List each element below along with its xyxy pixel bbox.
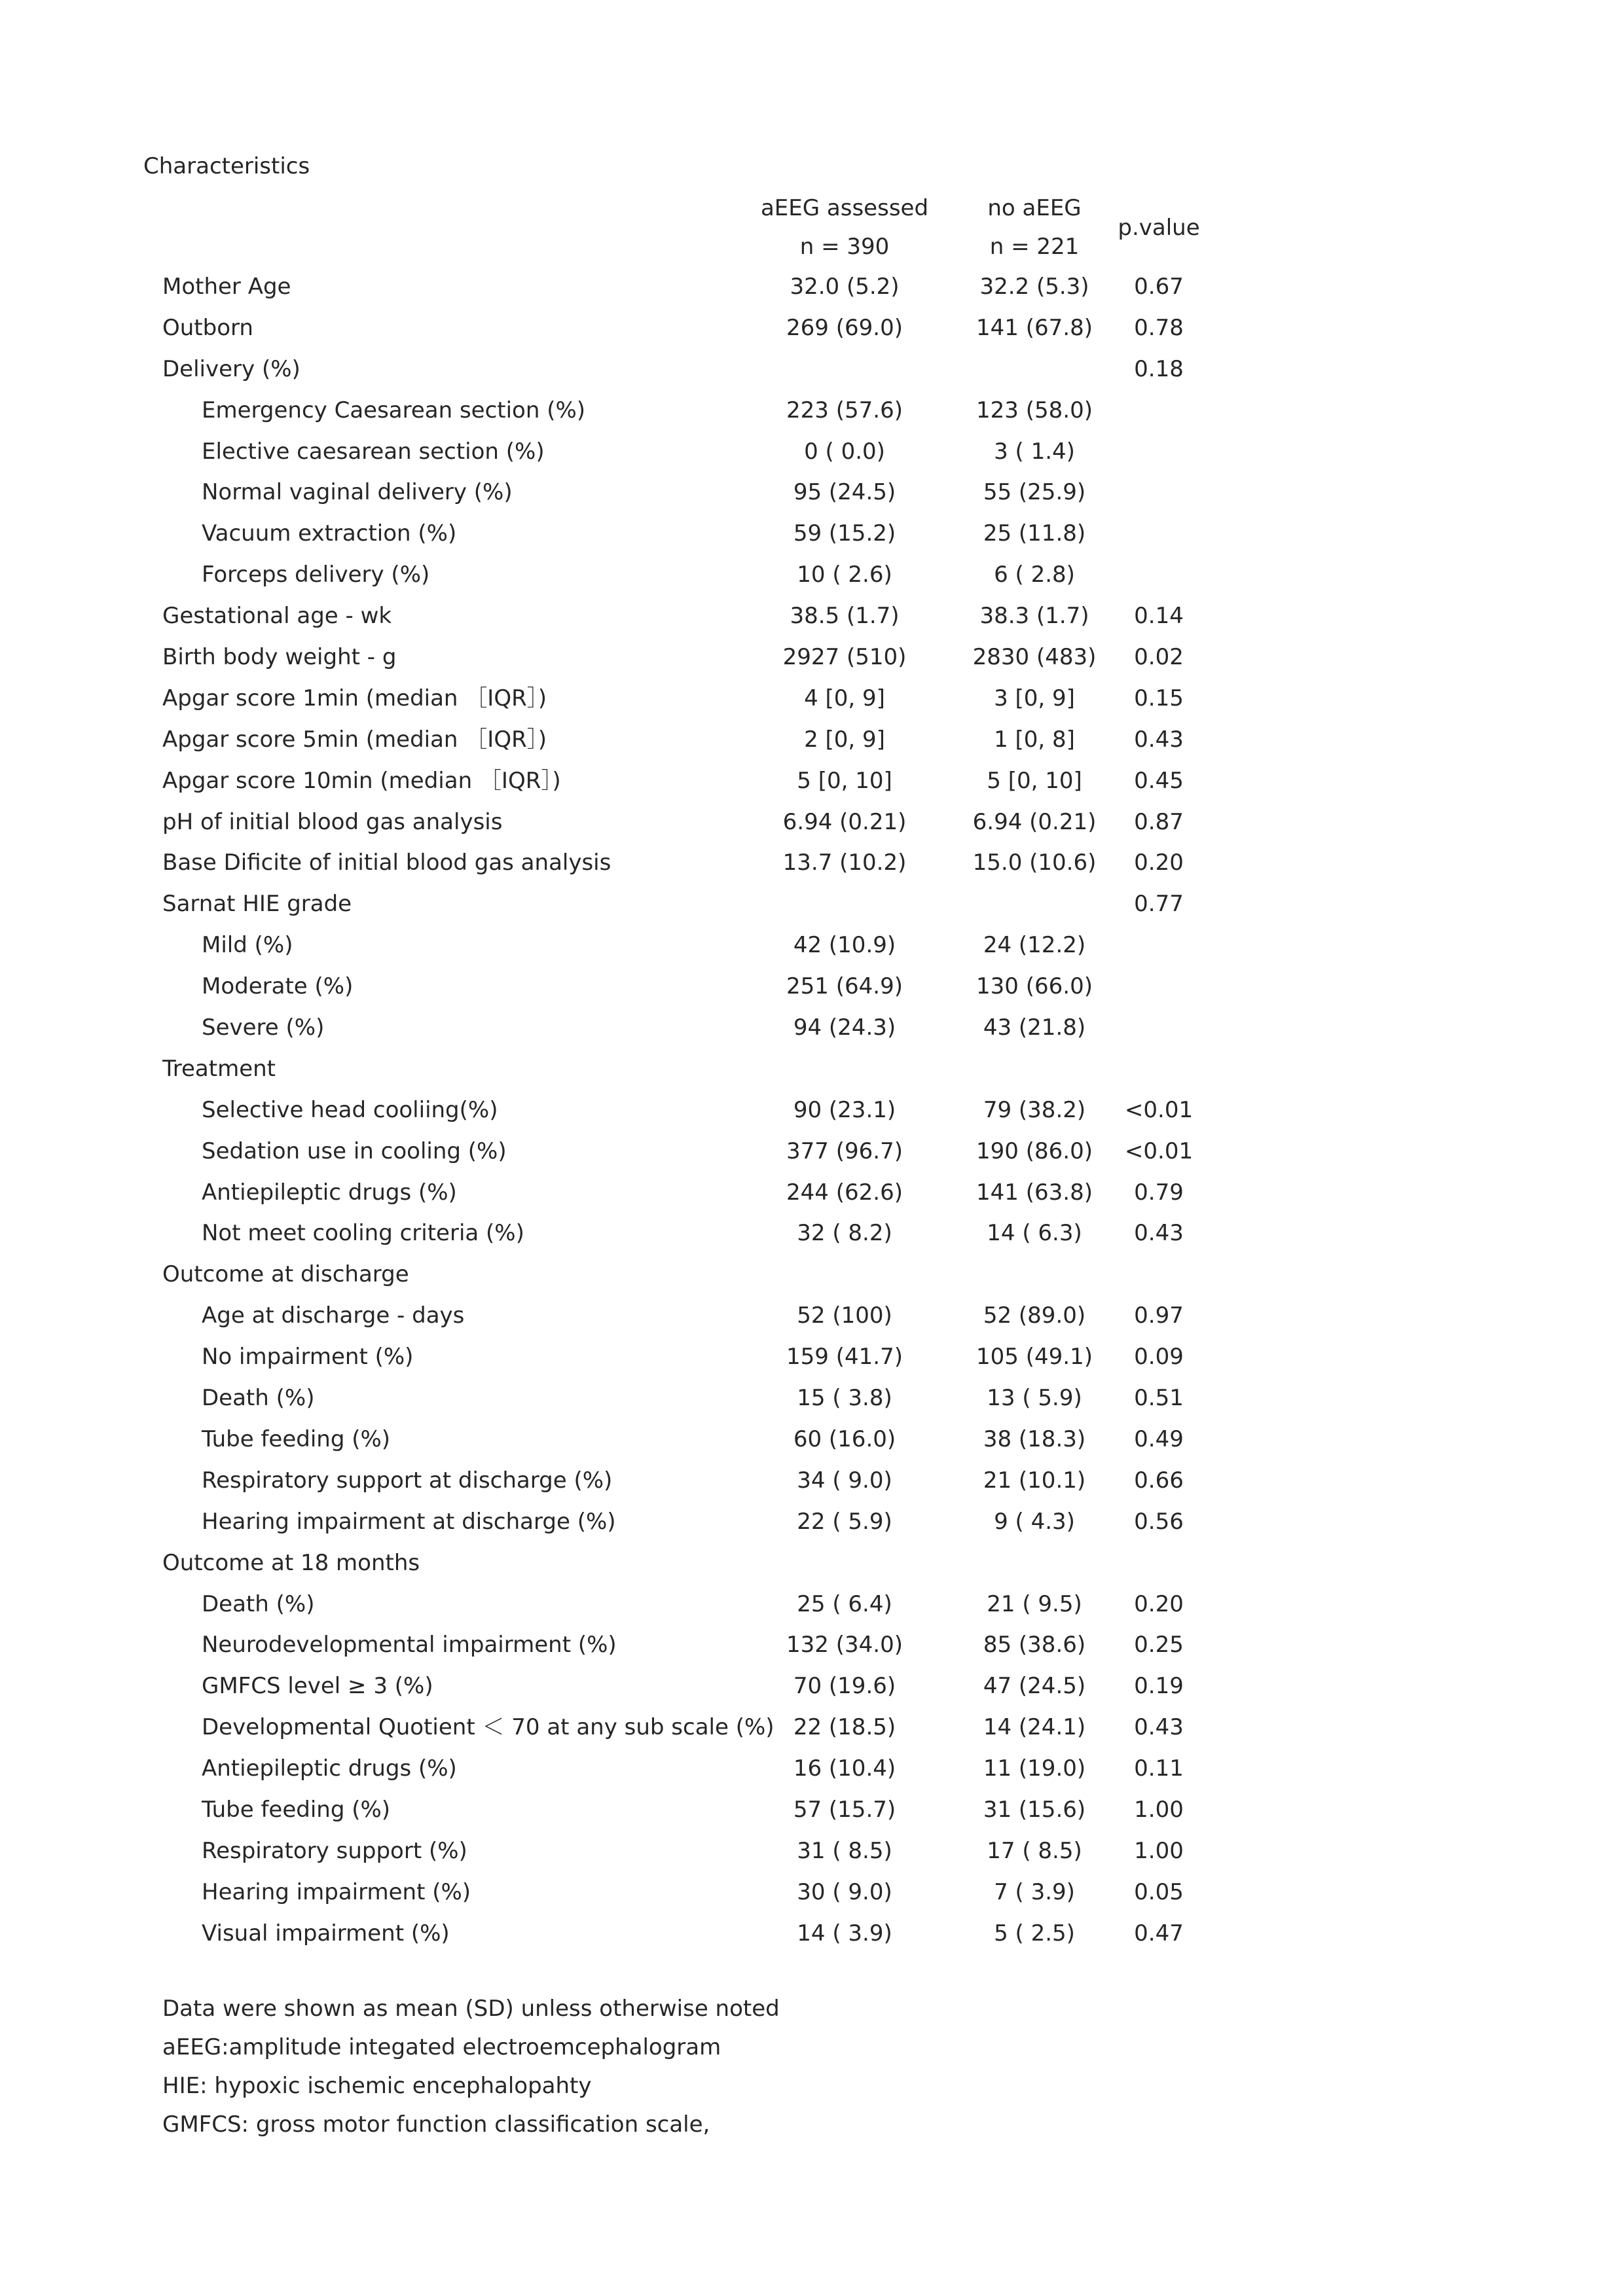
table-row <box>0 396 1623 437</box>
no-aeeg-value: 21 ( 9.5) <box>987 1590 1082 1617</box>
p-value: 0.49 <box>1134 1426 1184 1452</box>
no-aeeg-value: 79 (38.2) <box>983 1096 1086 1123</box>
aeeg-value: 13.7 (10.2) <box>782 850 907 876</box>
aeeg-value: 31 ( 8.5) <box>797 1837 892 1864</box>
row-label: Developmental Quotient ＜ 70 at any sub scale (%) <box>202 1714 775 1741</box>
p-value: 0.20 <box>1134 1590 1184 1617</box>
footnote: Data were shown as mean (SD) unless otherwise noted <box>162 1996 780 2022</box>
table-row <box>0 437 1623 478</box>
aeeg-value: 22 (18.5) <box>793 1714 896 1741</box>
no-aeeg-value: 7 ( 3.9) <box>994 1878 1075 1905</box>
p-value: 0.78 <box>1134 314 1184 341</box>
row-label: Moderate (%) <box>202 973 354 1000</box>
no-aeeg-value: 52 (89.0) <box>983 1302 1086 1329</box>
aeeg-value: 2927 (510) <box>782 644 907 671</box>
row-label: Hearing impairment at discharge (%) <box>202 1508 616 1535</box>
p-value: 0.43 <box>1134 726 1184 753</box>
row-label: Respiratory support at discharge (%) <box>202 1467 613 1494</box>
no-aeeg-value: 123 (58.0) <box>976 397 1093 423</box>
no-aeeg-value: 1 [0, 8] <box>994 726 1075 753</box>
aeeg-value: 59 (15.2) <box>793 520 896 547</box>
aeeg-value: 223 (57.6) <box>786 397 903 423</box>
aeeg-value: 244 (62.6) <box>786 1179 903 1206</box>
p-value: 0.25 <box>1134 1632 1184 1659</box>
aeeg-value: 70 (19.6) <box>793 1673 896 1700</box>
p-value: 0.43 <box>1134 1220 1184 1247</box>
table-row <box>0 1754 1623 1795</box>
table-row <box>0 1795 1623 1837</box>
table-row <box>0 1301 1623 1342</box>
p-value: 0.67 <box>1134 274 1184 300</box>
table-row <box>0 643 1623 684</box>
no-aeeg-value: 25 (11.8) <box>983 520 1086 547</box>
no-aeeg-value: 5 ( 2.5) <box>994 1920 1075 1946</box>
no-aeeg-value: 43 (21.8) <box>983 1014 1086 1041</box>
table-row <box>0 1837 1623 1878</box>
table-row <box>0 560 1623 601</box>
table-row <box>0 272 1623 314</box>
row-label: Gestational age - wk <box>162 603 392 630</box>
table-row <box>0 1672 1623 1713</box>
row-label: Emergency Caesarean section (%) <box>202 397 586 423</box>
row-label: Vacuum extraction (%) <box>202 520 457 547</box>
table-row <box>0 1425 1623 1466</box>
row-label: Outborn <box>162 314 253 341</box>
no-aeeg-value: 85 (38.6) <box>983 1632 1086 1659</box>
row-label: Outcome at discharge <box>162 1261 409 1288</box>
row-label: Tube feeding (%) <box>202 1796 391 1823</box>
no-aeeg-value: 2830 (483) <box>972 644 1097 671</box>
aeeg-value: 377 (96.7) <box>786 1138 903 1164</box>
no-aeeg-value: 6.94 (0.21) <box>972 808 1097 835</box>
p-value: 0.97 <box>1134 1302 1184 1329</box>
p-value: <0.01 <box>1124 1096 1194 1123</box>
table-row <box>0 601 1623 643</box>
row-label: Delivery (%) <box>162 355 301 382</box>
table-row <box>0 1096 1623 1137</box>
row-label: GMFCS level ≥ 3 (%) <box>202 1673 433 1700</box>
table-row <box>0 931 1623 972</box>
aeeg-value: 25 ( 6.4) <box>797 1590 892 1617</box>
table-row <box>0 1713 1623 1754</box>
table-row <box>0 1342 1623 1384</box>
table-row <box>0 1507 1623 1549</box>
no-aeeg-value: 55 (25.9) <box>983 479 1086 506</box>
no-aeeg-value: 5 [0, 10] <box>987 767 1082 794</box>
aeeg-value: 5 [0, 10] <box>797 767 892 794</box>
p-value: 0.02 <box>1134 644 1184 671</box>
row-label: Severe (%) <box>202 1014 325 1041</box>
table-row <box>0 808 1623 849</box>
aeeg-value: 94 (24.3) <box>793 1014 896 1041</box>
table-row <box>0 1384 1623 1425</box>
aeeg-value: 0 ( 0.0) <box>804 438 885 465</box>
row-label: Tube feeding (%) <box>202 1426 391 1452</box>
no-aeeg-value: 15.0 (10.6) <box>972 850 1097 876</box>
row-label: Antiepileptic drugs (%) <box>202 1179 457 1206</box>
aeeg-value: 16 (10.4) <box>793 1755 896 1782</box>
column-header-pvalue: p.value <box>1118 215 1200 241</box>
no-aeeg-value: 21 (10.1) <box>983 1467 1086 1494</box>
row-label: No impairment (%) <box>202 1344 414 1371</box>
p-value: <0.01 <box>1124 1138 1194 1164</box>
no-aeeg-value: 190 (86.0) <box>976 1138 1093 1164</box>
aeeg-value: 95 (24.5) <box>793 479 896 506</box>
row-label: Mild (%) <box>202 932 293 959</box>
table-row <box>0 766 1623 808</box>
row-label: Death (%) <box>202 1385 315 1412</box>
table-row <box>0 519 1623 560</box>
row-label: Respiratory support (%) <box>202 1837 467 1864</box>
row-label: pH of initial blood gas analysis <box>162 808 503 835</box>
column-header-aeeg: aEEG assessed <box>760 195 929 221</box>
p-value: 1.00 <box>1134 1837 1184 1864</box>
row-label: Apgar score 5min (median ［IQR］) <box>162 726 547 753</box>
no-aeeg-value: 130 (66.0) <box>976 973 1093 1000</box>
aeeg-value: 14 ( 3.9) <box>797 1920 892 1946</box>
table-row <box>0 684 1623 725</box>
no-aeeg-value: 141 (63.8) <box>976 1179 1093 1206</box>
no-aeeg-value: 6 ( 2.8) <box>994 562 1075 588</box>
row-label: Neurodevelopmental impairment (%) <box>202 1632 617 1659</box>
no-aeeg-value: 105 (49.1) <box>976 1344 1093 1371</box>
no-aeeg-value: 38.3 (1.7) <box>979 603 1089 630</box>
p-value: 0.56 <box>1134 1508 1184 1535</box>
no-aeeg-value: 3 [0, 9] <box>994 685 1075 711</box>
p-value: 1.00 <box>1134 1796 1184 1823</box>
row-label: Mother Age <box>162 274 291 300</box>
row-label: Apgar score 1min (median ［IQR］) <box>162 685 547 711</box>
row-label: Forceps delivery (%) <box>202 562 430 588</box>
aeeg-value: 34 ( 9.0) <box>797 1467 892 1494</box>
p-value: 0.09 <box>1134 1344 1184 1371</box>
table-row <box>0 1054 1623 1096</box>
aeeg-value: 22 ( 5.9) <box>797 1508 892 1535</box>
aeeg-value: 32 ( 8.2) <box>797 1220 892 1247</box>
table-row <box>0 355 1623 396</box>
p-value: 0.18 <box>1134 355 1184 382</box>
aeeg-value: 57 (15.7) <box>793 1796 896 1823</box>
p-value: 0.14 <box>1134 603 1184 630</box>
table-row <box>0 725 1623 766</box>
table-row <box>0 889 1623 931</box>
footnote: GMFCS: gross motor function classification scale, <box>162 2111 710 2138</box>
row-label: Base Dificite of initial blood gas analysis <box>162 850 611 876</box>
aeeg-value: 15 ( 3.8) <box>797 1385 892 1412</box>
no-aeeg-value: 24 (12.2) <box>983 932 1086 959</box>
p-value: 0.45 <box>1134 767 1184 794</box>
p-value: 0.15 <box>1134 685 1184 711</box>
row-label: Antiepileptic drugs (%) <box>202 1755 457 1782</box>
no-aeeg-value: 32.2 (5.3) <box>979 274 1089 300</box>
no-aeeg-value: 14 ( 6.3) <box>987 1220 1082 1247</box>
p-value: 0.66 <box>1134 1467 1184 1494</box>
table-row <box>0 1013 1623 1054</box>
no-aeeg-value: 9 ( 4.3) <box>994 1508 1075 1535</box>
aeeg-value: 42 (10.9) <box>793 932 896 959</box>
column-count-aeeg: n = 390 <box>799 234 890 260</box>
p-value: 0.19 <box>1134 1673 1184 1700</box>
p-value: 0.20 <box>1134 850 1184 876</box>
footnote: aEEG:amplitude integated electroemcephalogram <box>162 2034 721 2060</box>
footnote: HIE: hypoxic ischemic encephalopahty <box>162 2073 592 2099</box>
aeeg-value: 4 [0, 9] <box>804 685 885 711</box>
row-label: Sedation use in cooling (%) <box>202 1138 507 1164</box>
table-row <box>0 1178 1623 1219</box>
no-aeeg-value: 13 ( 5.9) <box>987 1385 1082 1412</box>
aeeg-value: 2 [0, 9] <box>804 726 885 753</box>
aeeg-value: 38.5 (1.7) <box>790 603 900 630</box>
aeeg-value: 10 ( 2.6) <box>797 562 892 588</box>
table-row <box>0 848 1623 889</box>
p-value: 0.05 <box>1134 1878 1184 1905</box>
table-row <box>0 478 1623 519</box>
p-value: 0.11 <box>1134 1755 1184 1782</box>
aeeg-value: 269 (69.0) <box>786 314 903 341</box>
table-row <box>0 1919 1623 1960</box>
no-aeeg-value: 11 (19.0) <box>983 1755 1086 1782</box>
table-footnotes <box>162 1990 780 2144</box>
p-value: 0.79 <box>1134 1179 1184 1206</box>
row-label: Death (%) <box>202 1590 315 1617</box>
p-value: 0.43 <box>1134 1714 1184 1741</box>
table-row <box>0 314 1623 355</box>
row-label: Hearing impairment (%) <box>202 1878 471 1905</box>
column-header-no-aeeg: no aEEG <box>987 195 1082 221</box>
aeeg-value: 251 (64.9) <box>786 973 903 1000</box>
table-row <box>0 1260 1623 1301</box>
table-row <box>0 1137 1623 1178</box>
row-label: Treatment <box>162 1055 276 1082</box>
no-aeeg-value: 3 ( 1.4) <box>994 438 1075 465</box>
p-value: 0.51 <box>1134 1385 1184 1412</box>
p-value: 0.77 <box>1134 891 1184 918</box>
table-row <box>0 1219 1623 1260</box>
no-aeeg-value: 47 (24.5) <box>983 1673 1086 1700</box>
no-aeeg-value: 31 (15.6) <box>983 1796 1086 1823</box>
aeeg-value: 159 (41.7) <box>786 1344 903 1371</box>
aeeg-value: 132 (34.0) <box>786 1632 903 1659</box>
p-value: 0.47 <box>1134 1920 1184 1946</box>
characteristics-table <box>0 272 1623 1960</box>
table-heading: Characteristics <box>143 153 310 179</box>
row-label: Outcome at 18 months <box>162 1549 420 1576</box>
row-label: Visual impairment (%) <box>202 1920 450 1946</box>
aeeg-value: 32.0 (5.2) <box>790 274 900 300</box>
row-label: Not meet cooling criteria (%) <box>202 1220 524 1247</box>
row-label: Normal vaginal delivery (%) <box>202 479 513 506</box>
row-label: Selective head cooliing(%) <box>202 1096 498 1123</box>
column-count-no-aeeg: n = 221 <box>989 234 1080 260</box>
row-label: Elective caesarean section (%) <box>202 438 545 465</box>
no-aeeg-value: 17 ( 8.5) <box>987 1837 1082 1864</box>
no-aeeg-value: 14 (24.1) <box>983 1714 1086 1741</box>
aeeg-value: 90 (23.1) <box>793 1096 896 1123</box>
table-row <box>0 972 1623 1013</box>
row-label: Birth body weight - g <box>162 644 397 671</box>
aeeg-value: 30 ( 9.0) <box>797 1878 892 1905</box>
p-value: 0.87 <box>1134 808 1184 835</box>
table-row <box>0 1549 1623 1590</box>
aeeg-value: 6.94 (0.21) <box>782 808 907 835</box>
table-row <box>0 1590 1623 1631</box>
row-label: Age at discharge - days <box>202 1302 465 1329</box>
table-row <box>0 1878 1623 1919</box>
row-label: Apgar score 10min (median ［IQR］) <box>162 767 561 794</box>
table-row <box>0 1466 1623 1507</box>
row-label: Sarnat HIE grade <box>162 891 352 918</box>
aeeg-value: 52 (100) <box>797 1302 892 1329</box>
no-aeeg-value: 38 (18.3) <box>983 1426 1086 1452</box>
table-row <box>0 1630 1623 1672</box>
no-aeeg-value: 141 (67.8) <box>976 314 1093 341</box>
aeeg-value: 60 (16.0) <box>793 1426 896 1452</box>
